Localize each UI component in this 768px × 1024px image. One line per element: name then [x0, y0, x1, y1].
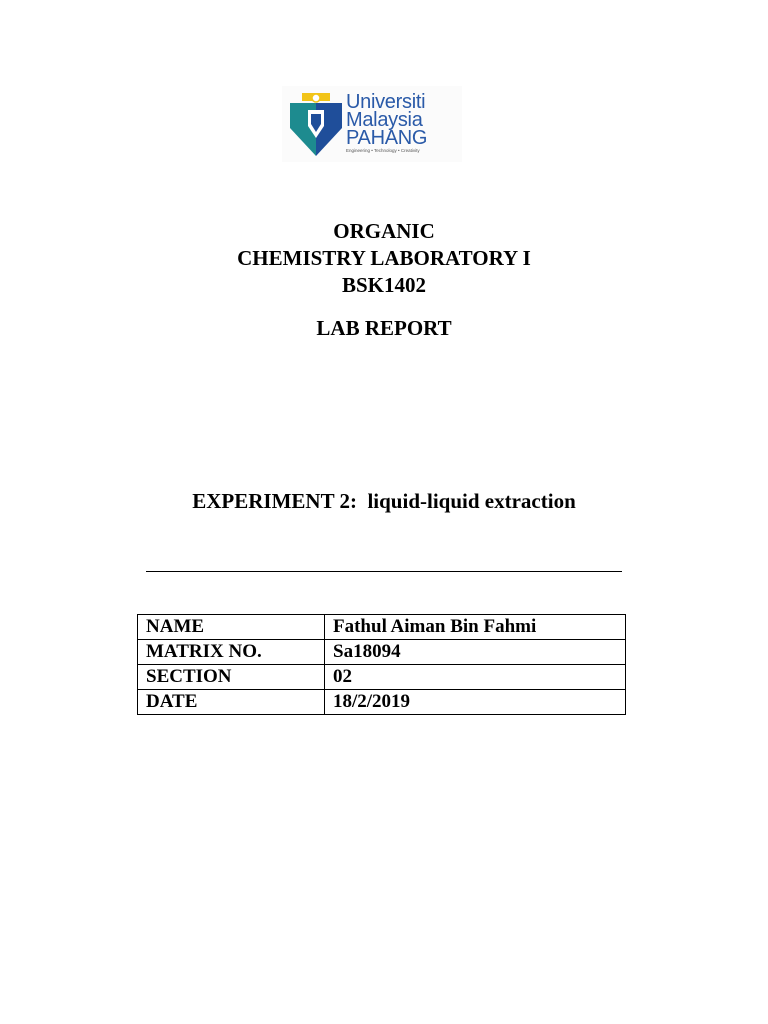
- course-title-line-2: CHEMISTRY LABORATORY I: [237, 246, 531, 270]
- shield-icon: [288, 92, 344, 158]
- course-title: [0, 218, 768, 299]
- course-title-line-1: ORGANIC: [333, 219, 435, 243]
- date-label: DATE: [138, 690, 325, 715]
- experiment-title: EXPERIMENT 2: liquid-liquid extraction: [192, 489, 576, 513]
- table-row: [138, 690, 626, 715]
- course-code: BSK1402: [341, 273, 427, 297]
- logo-wordmark: [346, 93, 427, 154]
- table-row: [138, 615, 626, 640]
- name-label: NAME: [138, 615, 325, 640]
- student-info-table: [137, 614, 626, 715]
- logo-line-1: Universiti: [346, 91, 426, 113]
- logo-line-3: PAHANG: [346, 127, 428, 149]
- matrix-value: Sa18094: [325, 640, 626, 665]
- logo-line-2: Malaysia: [346, 109, 423, 131]
- table-row: [138, 665, 626, 690]
- date-value: 18/2/2019: [325, 690, 626, 715]
- section-value: 02: [325, 665, 626, 690]
- matrix-label: MATRIX NO.: [138, 640, 325, 665]
- divider-line: [146, 571, 622, 572]
- report-title: LAB REPORT: [316, 316, 452, 340]
- logo-tagline: Engineering • Technology • Creativity: [346, 148, 420, 153]
- section-label: SECTION: [138, 665, 325, 690]
- name-value: Fathul Aiman Bin Fahmi: [325, 615, 626, 640]
- university-logo: [282, 86, 462, 162]
- table-row: [138, 640, 626, 665]
